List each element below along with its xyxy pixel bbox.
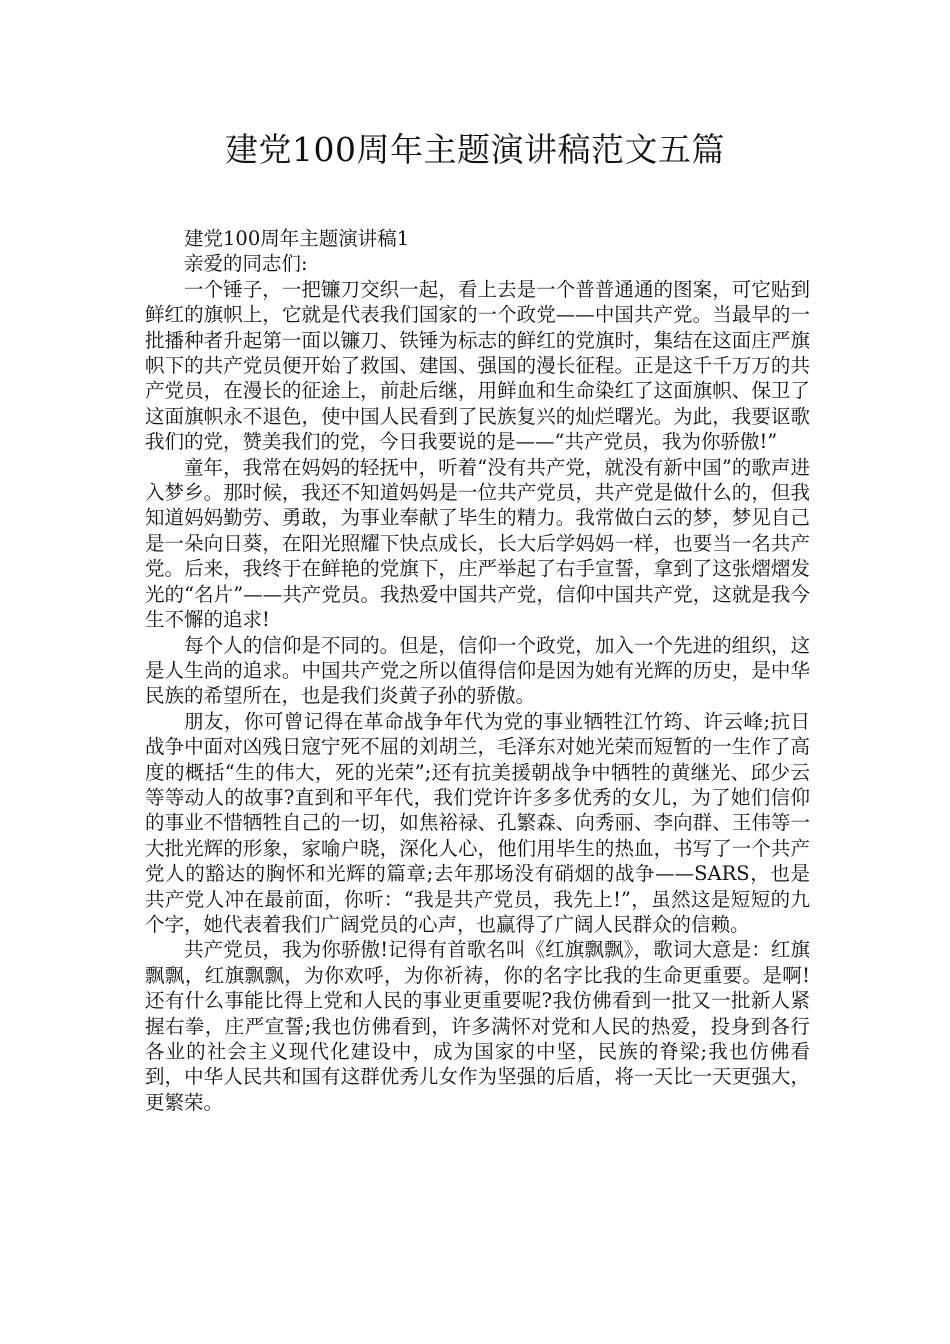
paragraph-4: 朋友，你可曾记得在革命战争年代为党的事业牺牲江竹筠、许云峰;抗日战争中面对凶残日寇宁死不屈的刘胡兰，毛泽东对她光荣而短暂的一生作了高度的概括“生的伟大，死的光荣”;还有抗美援朝战争中牺牲的黄继光、邱少云等等动人的故事?直到和平年代，我们党许许多多优秀的女儿，为了她们信仰的事业不惜牺牲自己的一切，如焦裕禄、孔繁森、向秀丽、李向群、王伟等一大批光辉的形象，家喻户晓，深化人心，他们用毕生的热血，书写了一个共产党人的豁达的胸怀和光辉的篇章;去年那场没有硝烟的战争——SARS，也是共产党人冲在最前面，你听：“我是共产党员，我先上!”，虽然这是短短的九个字，她代表着我们广阔党员的心声，也赢得了广阔人民群众的信赖。 (145, 709, 810, 936)
salutation: 亲爱的同志们: (184, 252, 308, 276)
section-heading: 建党100周年主题演讲稿1 (184, 227, 410, 250)
paragraph-2: 童年，我常在妈妈的轻抚中，听着“没有共产党，就没有新中国”的歌声进入梦乡。那时候，我还不知道妈妈是一位共产党员，共产党是做什么的，但我知道妈妈勤劳、勇敢，为事业奉献了毕生的精力。我常做白云的梦，梦见自己是一朵向日葵，在阳光照耀下快点成长，长大后学妈妈一样，也要当一名共产党。后来，我终于在鲜艳的党旗下，庄严举起了右手宣誓，拿到了这张熠熠发光的“名片”——共产党员。我热爱中国共产党，信仰中国共产党，这就是我今生不懈的追求! (145, 455, 810, 632)
paragraph-5: 共产党员，我为你骄傲!记得有首歌名叫《红旗飘飘》，歌词大意是：红旗飘飘，红旗飘飘，为你欢呼，为你祈祷，你的名字比我的生命更重要。是啊!还有什么事能比得上党和人民的事业更重要呢?我仿佛看到一批又一批新人紧握右拳，庄严宣誓;我也仿佛看到，许多满怀对党和人民的热爱，投身到各行各业的社会主义现代化建设中，成为国家的中坚，民族的脊梁;我也仿佛看到，中华人民共和国有这群优秀儿女作为坚强的后盾，将一天比一天更强大，更繁荣。 (145, 938, 810, 1114)
document-body (145, 226, 810, 1115)
document-title: 建党100周年主题演讲稿范文五篇 (225, 130, 725, 169)
paragraph-1: 一个锤子，一把镰刀交织一起，看上去是一个普普通通的图案，可它贴到鲜红的旗帜上，它就是代表我们国家的一个政党——中国共产党。当最早的一批播种者升起第一面以镰刀、铁锤为标志的鲜红的党旗时，集结在这面庄严旗帜下的共产党员便开始了救国、建国、强国的漫长征程。正是这千千万万的共产党员，在漫长的征途上，前赴后继，用鲜血和生命染红了这面旗帜、保卫了这面旗帜永不退色，使中国人民看到了民族复兴的灿烂曙光。为此，我要讴歌我们的党，赞美我们的党，今日我要说的是——“共产党员，我为你骄傲!” (145, 277, 810, 454)
paragraph-3: 每个人的信仰是不同的。但是，信仰一个政党，加入一个先进的组织，这是人生尚的追求。中国共产党之所以值得信仰是因为她有光辉的历史，是中华民族的希望所在，也是我们炎黄子孙的骄傲。 (145, 633, 810, 708)
